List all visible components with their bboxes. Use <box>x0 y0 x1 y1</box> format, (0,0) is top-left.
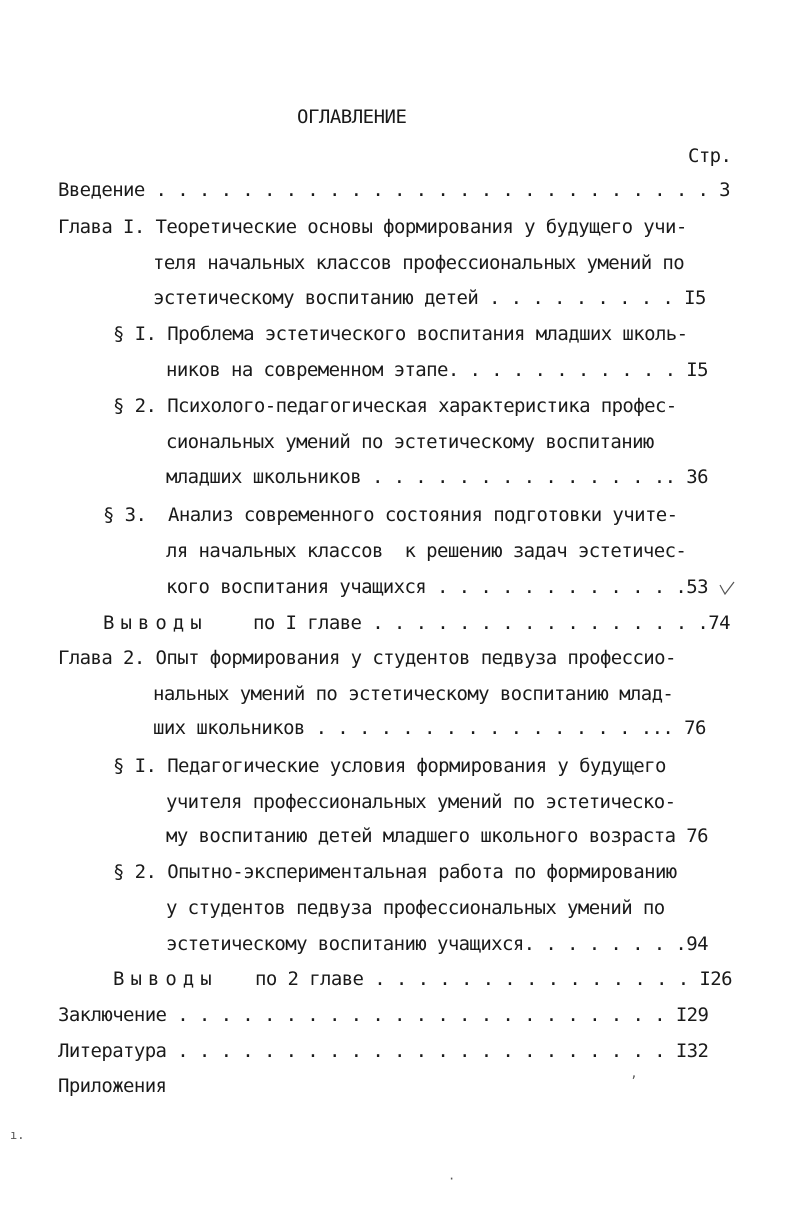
toc-entry-ch2-conclusions-label: Выводы <box>113 968 218 990</box>
toc-entry-chapter-2-line-1: Глава 2. Опыт формирования у студентов педвуза профессио- <box>58 647 676 669</box>
toc-entry-ch2-sec1-line-2: учителя профессиональных умений по эстетическо- <box>166 791 676 813</box>
toc-entry-ch1-sec2-line-2: сиональных умений по эстетическому воспитанию <box>166 431 654 453</box>
toc-entry-ch1-sec2-line-1: § 2. Психолого-педагогическая характеристика профес- <box>113 395 677 417</box>
toc-entry-chapter-1-line-2: теля начальных классов профессиональных умений по <box>153 252 685 274</box>
toc-entry-ch2-sec2-line-3: эстетическому воспитанию учащихся. . . . . . . .94 <box>166 933 708 955</box>
toc-entry-literature: Литература . . . . . . . . . . . . . . . . . . . . . . . I32 <box>58 1040 709 1062</box>
toc-entry-ch1-sec2-line-3: младших школьников . . . . . . . . . . . . . .. 36 <box>166 466 708 488</box>
toc-entry-ch1-conclusions-rest: по I главе . . . . . . . . . . . . . . . .74 <box>253 612 730 634</box>
scan-speck-right: ʼ <box>630 1074 638 1088</box>
toc-title: ОГЛАВЛЕНИЕ <box>297 106 407 128</box>
handwritten-check-mark-icon <box>718 580 736 598</box>
toc-entry-ch2-sec1-line-3: му воспитанию детей младшего школьного возраста 76 <box>166 825 708 847</box>
toc-entry-chapter-2-line-3: ших школьников . . . . . . . . . . . . . . . ... 76 <box>153 717 706 739</box>
scan-speck-bottom: · <box>448 1172 456 1186</box>
toc-entry-introduction: Введение . . . . . . . . . . . . . . . . . . . . . . . . . . 3 <box>58 179 731 201</box>
toc-entry-ch1-conclusions-label: Выводы <box>103 612 208 634</box>
toc-entry-ch1-sec3-line-1: § 3. Анализ современного состояния подготовки учите- <box>103 504 678 526</box>
toc-entry-ch1-sec1-line-2: ников на современном этапе. . . . . . . . . . . I5 <box>166 359 708 381</box>
toc-entry-chapter-1-line-3: эстетическому воспитанию детей . . . . . . . . . I5 <box>153 287 706 309</box>
toc-entry-ch1-sec3-line-3: кого воспитания учащихся . . . . . . . . . . . .53 <box>166 576 708 598</box>
toc-entry-ch2-sec1-line-1: § I. Педагогические условия формирования у будущего <box>113 755 666 777</box>
toc-entry-conclusion: Заключение . . . . . . . . . . . . . . . . . . . . . . . I29 <box>58 1004 709 1026</box>
toc-entry-ch2-sec2-line-1: § 2. Опытно-экспериментальная работа по формированию <box>113 861 677 883</box>
toc-entry-chapter-1-line-1: Глава I. Теоретические основы формирования у будущего учи- <box>58 216 687 238</box>
toc-entry-ch2-conclusions-rest: по 2 главе . . . . . . . . . . . . . . . I26 <box>255 968 732 990</box>
toc-entry-appendices: Приложения <box>58 1075 167 1097</box>
toc-entry-ch1-sec1-line-1: § I. Проблема эстетического воспитания младших школь- <box>113 323 688 345</box>
toc-entry-ch2-sec2-line-2: у студентов педвуза профессиональных умений по <box>166 897 665 919</box>
page-column-header: Стр. <box>688 145 732 167</box>
toc-entry-ch1-sec3-line-2: ля начальных классов к решению задач эстетичес- <box>166 540 687 562</box>
toc-entry-chapter-2-line-2: нальных умений по эстетическому воспитанию млад- <box>153 683 674 705</box>
scan-speck-left: ı. <box>10 1128 25 1142</box>
